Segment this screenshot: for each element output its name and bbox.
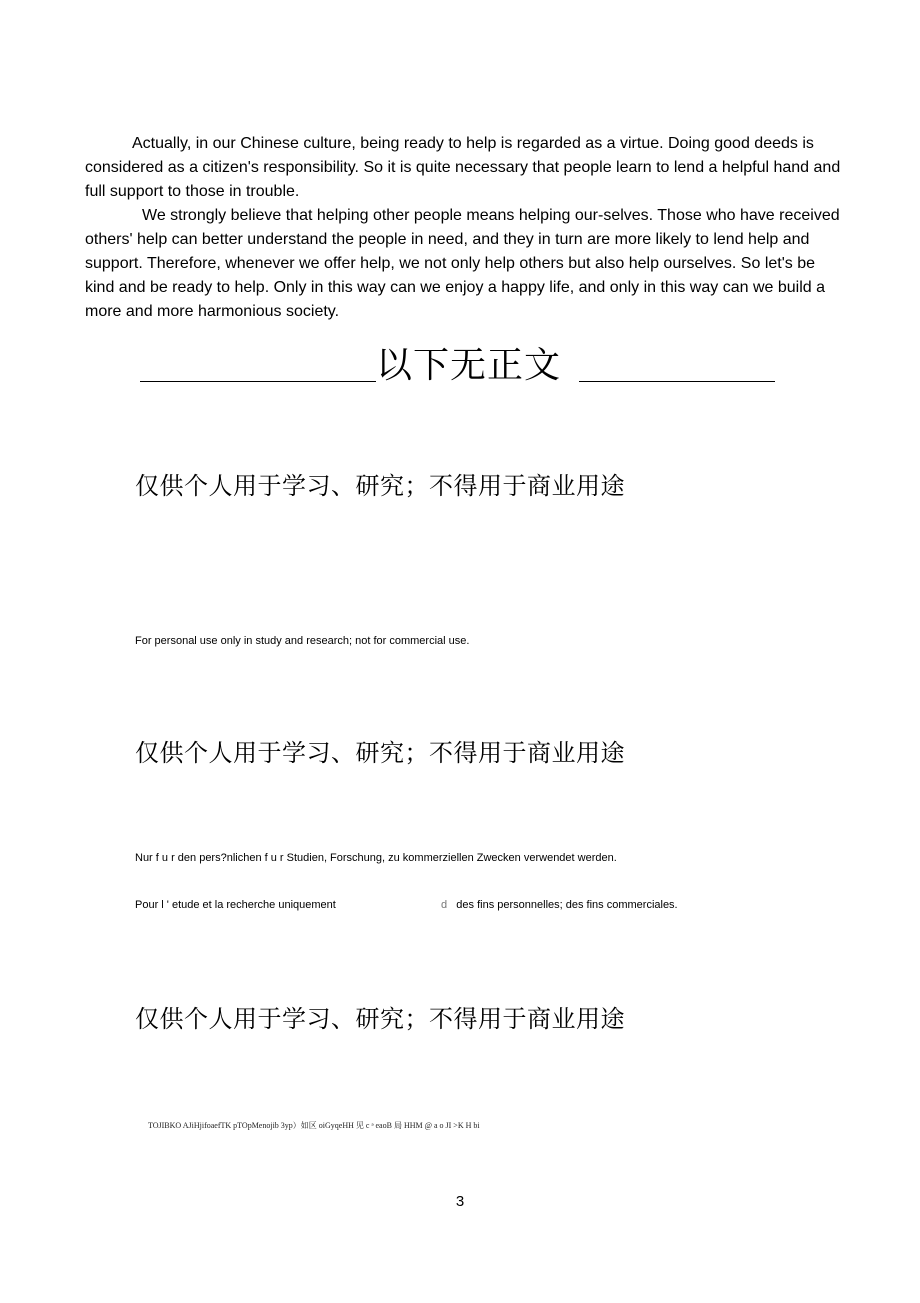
divider-rule-left — [140, 380, 376, 382]
french-notice-left: Pour l ' etude et la recherche uniquement — [135, 899, 336, 911]
garbled-russian-notice: TOJIBKO AJiHjifoaefTK pTOpMenojib 3yp）如区 oiGyqeHH 见 c ᵊ eaoB 局 HHM @ a o JI >K H bi — [148, 1121, 480, 1130]
chinese-usage-notice-1: 仅供个人用于学习、研究；不得用于商业用途 — [135, 472, 625, 500]
body-paragraph-2: We strongly believe that helping other people means helping our-selves. Those who have received others' help can better understand the people in need, and they in turn are more likely to lend help and support. Therefore, whenever we offer help, we not only help others but also help ourselves. So let's be kind and be ready to help. Only in this way can we enjoy a happy life, and only in this way can we build a more and more harmonious society. — [85, 207, 840, 320]
chinese-usage-notice-3: 仅供个人用于学习、研究；不得用于商业用途 — [135, 1005, 625, 1033]
french-usage-notice — [135, 898, 755, 912]
chinese-usage-notice-2: 仅供个人用于学习、研究；不得用于商业用途 — [135, 739, 625, 767]
french-notice-mid: d — [441, 899, 448, 911]
english-usage-notice: For personal use only in study and research; not for commercial use. — [135, 635, 470, 647]
german-usage-notice: Nur f u r den pers?nlichen f u r Studien, Forschung, zu kommerziellen Zwecken verwendet werden. — [135, 852, 617, 864]
end-of-text-divider — [140, 340, 780, 388]
french-notice-right — [441, 898, 678, 912]
divider-text: 以下无正文 — [376, 345, 562, 386]
french-notice-right-text: des fins personnelles; des fins commerciales. — [456, 899, 678, 911]
page-number: 3 — [455, 1193, 465, 1210]
body-paragraph-1: Actually, in our Chinese culture, being ready to help is regarded as a virtue. Doing good deeds is considered as a citizen's responsibility. So it is quite necessary that people learn to lend a helpful hand and full support to those in trouble. — [85, 135, 841, 200]
divider-rule-right — [579, 380, 775, 382]
